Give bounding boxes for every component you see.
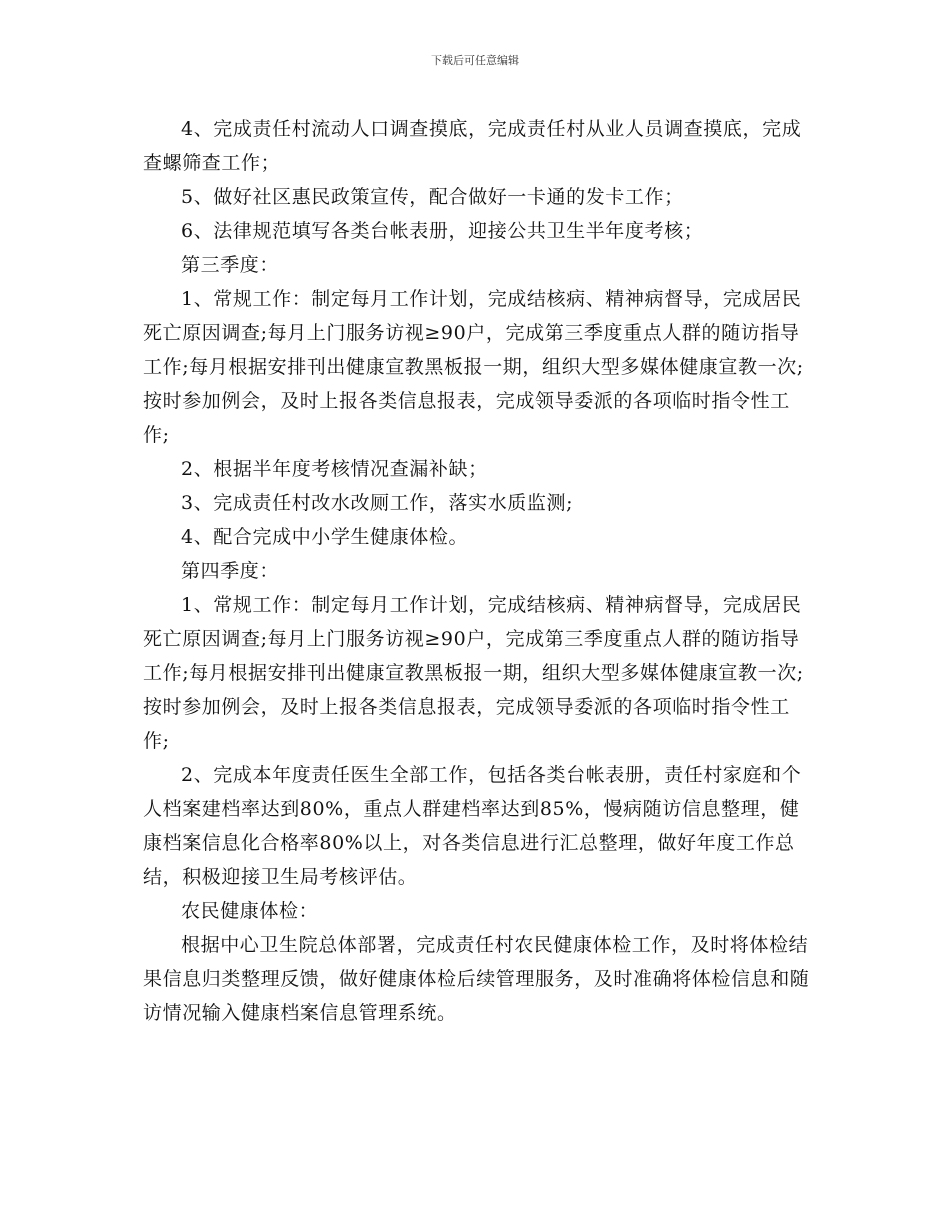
paragraph-health-check: 根据中心卫生院总体部署，完成责任村农民健康体检工作，及时将体检结果信息归类整理反馈，做好健康体检后续管理服务，及时准确将体检信息和随访情况输入健康档案信息管理系统。 (143, 934, 810, 1024)
paragraph-q3-item-2: 2、根据半年度考核情况查漏补缺； (181, 458, 488, 480)
paragraph-q3-item-4: 4、配合完成中小学生健康体检。 (181, 526, 469, 548)
document-body (143, 112, 815, 1030)
heading-health-check: 农民健康体检： (181, 900, 319, 922)
paragraph-q2-item-6: 6、法律规范填写各类台帐表册，迎接公共卫生半年度考核； (181, 220, 704, 242)
page-header-note: 下载后可任意编辑 (431, 54, 519, 67)
paragraph-q2-item-5: 5、做好社区惠民政策宣传，配合做好一卡通的发卡工作； (181, 186, 684, 208)
heading-q3: 第三季度： (181, 254, 280, 276)
heading-q4: 第四季度： (181, 560, 280, 582)
paragraph-q3-item-1: 1、常规工作：制定每月工作计划，完成结核病、精神病督导，完成居民死亡原因调查;每月上门服务访视≥90户，完成第三季度重点人群的随访指导工作;每月根据安排刊出健康宣教黑板报一期，组织大型多媒体健康宣教一次;按时参加例会，及时上报各类信息报表，完成领导委派的各项临时指令性工作; (143, 288, 804, 446)
paragraph-q4-item-1: 1、常规工作：制定每月工作计划，完成结核病、精神病督导，完成居民死亡原因调查;每月上门服务访视≥90户，完成第三季度重点人群的随访指导工作;每月根据安排刊出健康宣教黑板报一期，组织大型多媒体健康宣教一次;按时参加例会，及时上报各类信息报表，完成领导委派的各项临时指令性工作; (143, 594, 804, 752)
paragraph-q3-item-3: 3、完成责任村改水改厕工作，落实水质监测; (181, 492, 574, 514)
paragraph-q2-item-4: 4、完成责任村流动人口调查摸底，完成责任村从业人员调查摸底，完成查螺筛查工作； (143, 118, 802, 174)
paragraph-q4-item-2: 2、完成本年度责任医生全部工作，包括各类台帐表册，责任村家庭和个人档案建档率达到80%，重点人群建档率达到85%，慢病随访信息整理，健康档案信息化合格率80%以上，对各类信息进行汇总整理，做好年度工作总结，积极迎接卫生局考核评估。 (143, 764, 802, 888)
